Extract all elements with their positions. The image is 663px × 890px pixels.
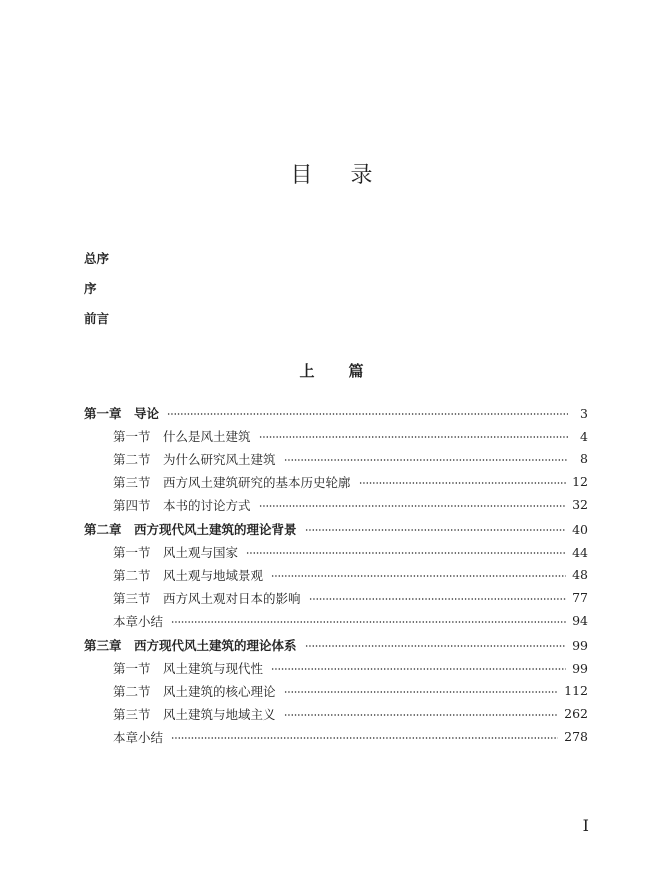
dot-leader — [171, 621, 566, 623]
toc-section-entry[interactable] — [84, 680, 588, 703]
toc-section-entry[interactable] — [84, 470, 588, 493]
toc-entry-title: 第三节 风土建筑与地域主义 — [113, 706, 276, 722]
toc-chapter-entry[interactable] — [84, 518, 588, 541]
toc-page-number: 8 — [580, 451, 588, 467]
dot-leader — [271, 668, 566, 670]
dot-leader — [171, 737, 558, 739]
toc-page-number: 40 — [572, 521, 588, 537]
toc-page-number: 99 — [572, 660, 588, 676]
toc-front-preface[interactable]: 序 — [84, 281, 97, 296]
toc-page-number: 4 — [580, 428, 588, 444]
toc-section-entry[interactable] — [84, 448, 588, 471]
table-of-contents — [84, 402, 588, 748]
toc-entry-title: 第二章 西方现代风土建筑的理论背景 — [84, 522, 297, 538]
dot-leader — [284, 691, 559, 693]
toc-page-number: 3 — [580, 405, 588, 421]
toc-page-number: 94 — [572, 613, 588, 629]
toc-section-entry[interactable] — [84, 702, 588, 725]
toc-section-entry[interactable] — [84, 657, 588, 680]
toc-page-number: 262 — [564, 706, 588, 722]
dot-leader — [359, 482, 567, 484]
toc-entry-title: 第四节 本书的讨论方式 — [113, 497, 251, 513]
dot-leader — [309, 598, 567, 600]
toc-entry-title: 第一节 什么是风土建筑 — [113, 429, 251, 445]
toc-entry-title: 第一节 风土观与国家 — [113, 545, 239, 561]
toc-page-number: 32 — [572, 497, 588, 513]
toc-section-entry[interactable] — [84, 541, 588, 564]
toc-section-entry[interactable] — [84, 493, 588, 516]
toc-entry-title: 第二节 风土观与地域景观 — [113, 567, 264, 583]
toc-page-number: 99 — [572, 637, 588, 653]
toc-front-total-preface[interactable]: 总序 — [84, 251, 110, 266]
dot-leader — [305, 529, 567, 531]
toc-front-foreword[interactable]: 前言 — [84, 311, 110, 326]
toc-page-number: 12 — [572, 474, 588, 490]
dot-leader — [271, 575, 566, 577]
toc-entry-title: 第三章 西方现代风土建筑的理论体系 — [84, 638, 297, 654]
dot-leader — [167, 413, 568, 415]
toc-entry-title: 第三节 西方风土观对日本的影响 — [113, 590, 301, 606]
toc-section-entry[interactable] — [84, 586, 588, 609]
toc-entry-title: 第二节 风土建筑的核心理论 — [113, 683, 276, 699]
dot-leader — [259, 436, 568, 438]
toc-entry-title: 第三节 西方风土建筑研究的基本历史轮廓 — [113, 474, 351, 490]
toc-entry-title: 第一节 风土建筑与现代性 — [113, 661, 264, 677]
folio-page-number: I — [582, 816, 589, 835]
toc-entry-title: 本章小结 — [113, 729, 164, 745]
toc-page-number: 44 — [572, 544, 588, 560]
page-title: 目录 — [290, 163, 411, 188]
toc-page-number: 77 — [572, 590, 588, 606]
dot-leader — [259, 505, 567, 507]
dot-leader — [284, 714, 559, 716]
toc-chapter-entry[interactable] — [84, 634, 588, 657]
dot-leader — [305, 645, 567, 647]
toc-section-entry[interactable] — [84, 725, 588, 748]
toc-section-entry[interactable] — [84, 609, 588, 632]
toc-entry-title: 第一章 导论 — [84, 406, 160, 422]
toc-entry-title: 第二节 为什么研究风土建筑 — [113, 451, 276, 467]
toc-page-number: 48 — [572, 567, 588, 583]
dot-leader — [284, 459, 568, 461]
toc-section-entry[interactable] — [84, 564, 588, 587]
toc-section-entry[interactable] — [84, 425, 588, 448]
part-heading: 上篇 — [299, 362, 398, 380]
dot-leader — [246, 552, 566, 554]
toc-chapter-entry[interactable] — [84, 402, 588, 425]
toc-page-number: 112 — [564, 683, 588, 699]
toc-page-number: 278 — [564, 729, 588, 745]
toc-entry-title: 本章小结 — [113, 613, 164, 629]
